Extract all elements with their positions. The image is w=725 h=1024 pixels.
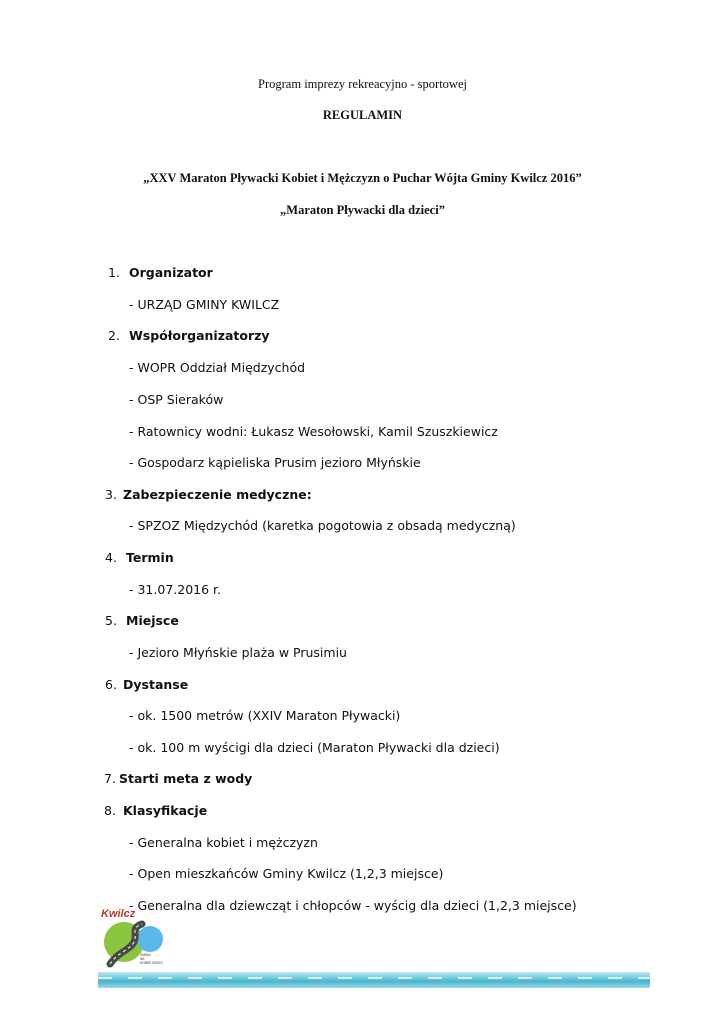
section-4-item-1: - 31.07.2016 r.	[129, 582, 221, 597]
section-5-heading	[105, 613, 179, 628]
section-6-heading	[105, 677, 188, 692]
section-2-item-4: - Gospodarz kąpieliska Prusim jezioro Młyńskie	[129, 455, 421, 470]
section-2-heading	[108, 328, 270, 343]
logo-line-1: GMINA	[140, 953, 151, 957]
section-title: Miejsce	[126, 613, 179, 628]
section-1-heading	[108, 265, 213, 280]
regulamin-heading: REGULAMIN	[322, 108, 403, 122]
section-8-item-3: - Generalna dla dziewcząt i chłopców - wyścig dla dzieci (1,2,3 miejsce)	[129, 898, 577, 913]
section-number: 4.	[105, 550, 117, 565]
kwilcz-logo	[100, 906, 172, 968]
section-number: 2.	[108, 328, 120, 343]
section-number: 1.	[108, 265, 120, 280]
section-number: 5.	[105, 613, 117, 628]
section-2-item-2: - OSP Sieraków	[129, 392, 224, 407]
section-title: Klasyfikacje	[123, 803, 208, 818]
section-title: Zabezpieczenie medyczne:	[123, 487, 312, 502]
section-title: Organizator	[129, 265, 213, 280]
section-3-heading	[105, 487, 312, 502]
section-4-heading	[105, 550, 174, 565]
logo-name: Kwilcz	[101, 908, 136, 920]
event-title: „XXV Maraton Pływacki Kobiet i Mężczyzn o Puchar Wójta Gminy Kwilcz 2016”	[143, 171, 582, 185]
section-number: 6.	[105, 677, 117, 692]
section-title: Współorganizatorzy	[129, 328, 270, 343]
section-7-heading	[104, 771, 252, 786]
section-1-item-1: - URZĄD GMINY KWILCZ	[129, 297, 280, 312]
logo-line-3: DOBRE DROGI	[140, 961, 163, 965]
section-6-item-1: - ok. 1500 metrów (XXIV Maraton Pływacki)	[129, 708, 401, 723]
event-subtitle: „Maraton Pływacki dla dzieci”	[280, 203, 445, 217]
section-2-item-3: - Ratownicy wodni: Łukasz Wesołowski, Kamil Szuszkiewicz	[129, 424, 498, 439]
section-8-heading	[104, 803, 207, 818]
section-title: Starti meta z wody	[119, 771, 253, 786]
section-title: Termin	[126, 550, 174, 565]
logo-graphic	[100, 906, 172, 968]
section-5-item-1: - Jezioro Młyńskie plaża w Prusimiu	[129, 645, 347, 660]
footer-wave-pattern	[98, 977, 650, 979]
program-title: Program imprezy rekreacyjno - sportowej	[258, 77, 467, 91]
section-8-item-1: - Generalna kobiet i mężczyzn	[129, 835, 318, 850]
section-8-item-2: - Open mieszkańców Gminy Kwilcz (1,2,3 miejsce)	[129, 866, 444, 881]
section-title: Dystanse	[123, 677, 189, 692]
section-number: 7.	[104, 771, 116, 786]
section-3-item-1: - SPZOZ Międzychód (karetka pogotowia z obsadą medyczną)	[129, 518, 516, 533]
logo-line-2: NA	[140, 957, 145, 961]
section-number: 8.	[104, 803, 116, 818]
section-2-item-1: - WOPR Oddział Międzychód	[129, 360, 306, 375]
section-6-item-2: - ok. 100 m wyścigi dla dzieci (Maraton Pływacki dla dzieci)	[129, 740, 500, 755]
section-number: 3.	[105, 487, 117, 502]
footer-water-band	[98, 972, 650, 988]
